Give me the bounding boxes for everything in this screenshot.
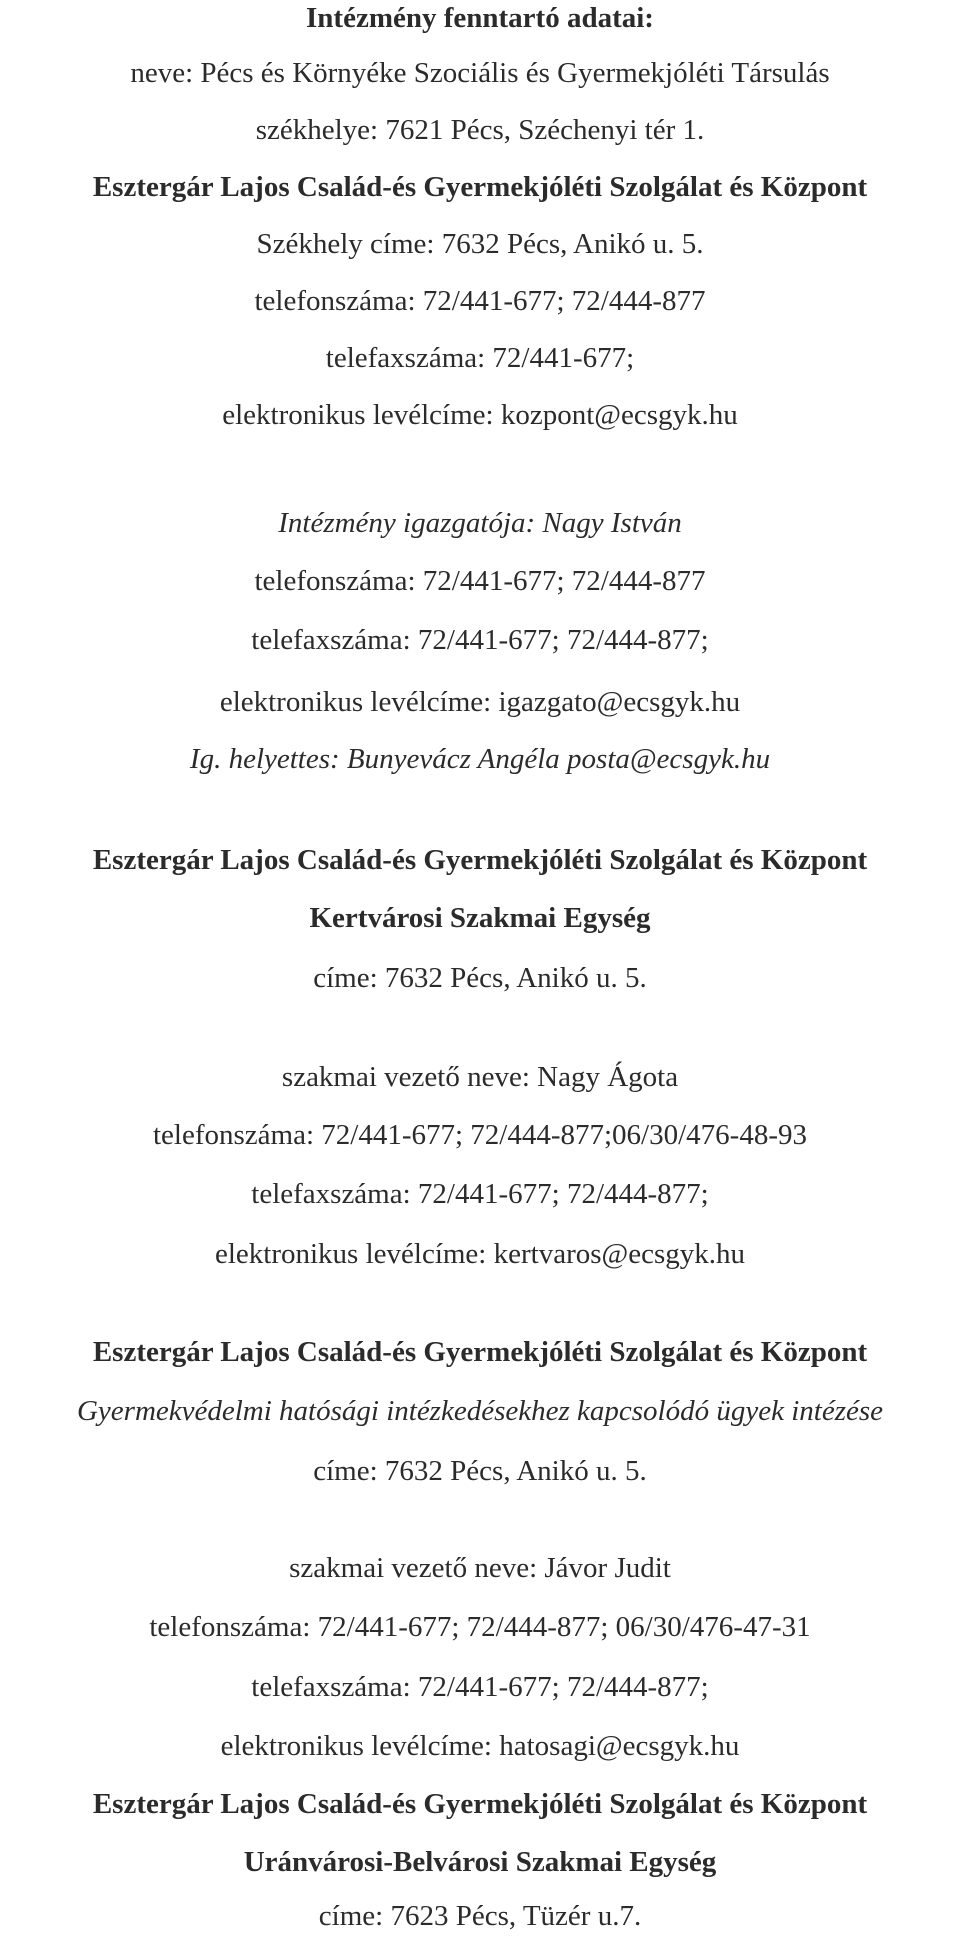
- hatosagi-unit: Gyermekvédelmi hatósági intézkedésekhez kapcsolódó ügyek intézése: [76, 1395, 884, 1427]
- kertvaros-leader: szakmai vezető neve: Nagy Ágota: [281, 1061, 679, 1093]
- kozpont-email: elektronikus levélcíme: kozpont@ecsgyk.hu: [222, 399, 738, 431]
- igazgato-email: elektronikus levélcíme: igazgato@ecsgyk.hu: [219, 686, 741, 718]
- hatosagi-address: címe: 7632 Pécs, Anikó u. 5.: [313, 1455, 647, 1487]
- igazgato-fax: telefaxszáma: 72/441-677; 72/444-877;: [251, 624, 709, 656]
- hatosagi-email: elektronikus levélcíme: hatosagi@ecsgyk.hu: [220, 1730, 740, 1762]
- igazgato-phone: telefonszáma: 72/441-677; 72/444-877: [254, 565, 706, 597]
- kozpont-fax: telefaxszáma: 72/441-677;: [325, 342, 635, 374]
- igazgato-deputy: Ig. helyettes: Bunyevácz Angéla posta@ecsgyk.hu: [189, 743, 771, 775]
- kozpont-title: Esztergár Lajos Család-és Gyermekjóléti Szolgálat és Központ: [92, 171, 868, 203]
- fenntarto-seat: székhelye: 7621 Pécs, Széchenyi tér 1.: [255, 114, 705, 146]
- kozpont-address: Székhely címe: 7632 Pécs, Anikó u. 5.: [256, 228, 704, 260]
- uranvaros-address: címe: 7623 Pécs, Tüzér u.7.: [318, 1900, 642, 1932]
- kertvaros-email: elektronikus levélcíme: kertvaros@ecsgyk.hu: [214, 1238, 745, 1270]
- fenntarto-name: neve: Pécs és Környéke Szociális és Gyermekjóléti Társulás: [130, 57, 830, 89]
- kertvaros-title: Esztergár Lajos Család-és Gyermekjóléti Szolgálat és Központ: [92, 844, 868, 876]
- hatosagi-fax: telefaxszáma: 72/441-677; 72/444-877;: [251, 1671, 709, 1703]
- fenntarto-heading: Intézmény fenntartó adatai:: [306, 2, 654, 34]
- uranvaros-unit: Uránvárosi-Belvárosi Szakmai Egység: [243, 1846, 717, 1878]
- hatosagi-title: Esztergár Lajos Család-és Gyermekjóléti Szolgálat és Központ: [92, 1336, 868, 1368]
- igazgato-name: Intézmény igazgatója: Nagy István: [278, 507, 682, 539]
- hatosagi-leader: szakmai vezető neve: Jávor Judit: [289, 1552, 671, 1584]
- kozpont-phone: telefonszáma: 72/441-677; 72/444-877: [254, 285, 706, 317]
- hatosagi-phone: telefonszáma: 72/441-677; 72/444-877; 06/30/476-47-31: [149, 1611, 811, 1643]
- kertvaros-phone: telefonszáma: 72/441-677; 72/444-877;06/30/476-48-93: [152, 1119, 807, 1151]
- uranvaros-title: Esztergár Lajos Család-és Gyermekjóléti Szolgálat és Központ: [92, 1788, 868, 1820]
- kertvaros-unit: Kertvárosi Szakmai Egység: [309, 902, 651, 934]
- kertvaros-fax: telefaxszáma: 72/441-677; 72/444-877;: [251, 1178, 709, 1210]
- kertvaros-address: címe: 7632 Pécs, Anikó u. 5.: [313, 962, 647, 994]
